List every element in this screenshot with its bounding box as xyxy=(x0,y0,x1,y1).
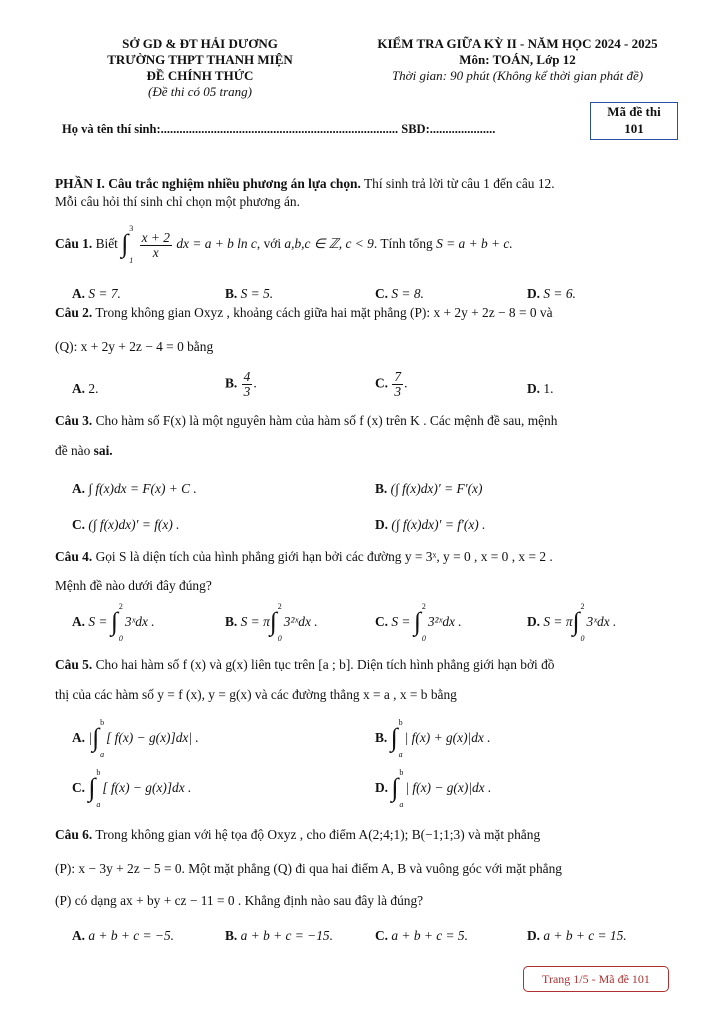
part-instruction xyxy=(55,175,671,193)
question-5-line2: thị của các hàm số y = f (x), y = g(x) và các đường thẳng x = a , x = b bằng xyxy=(55,687,457,702)
q6-line1: Trong không gian với hệ tọa độ Oxyz , cho điểm A(2;4;1); B(−1;1;3) và mặt phẳng xyxy=(92,827,541,842)
exam-code-value: 101 xyxy=(624,121,644,136)
question-4 xyxy=(55,548,671,566)
question-2 xyxy=(55,304,671,322)
option-d[interactable]: D. (∫ f(x)dx)′ = f′(x) . xyxy=(375,517,486,532)
option-b[interactable]: B. S = π ∫ 2 0 3²ˣdx . xyxy=(225,602,318,643)
part-title: PHẦN I. Câu trắc nghiệm nhiều phương án lựa chọn. xyxy=(55,176,361,191)
q5-line1: Cho hai hàm số f (x) và g(x) liên tục trên [a ; b]. Diện tích hình phẳng giới hạn bởi đồ xyxy=(92,657,555,672)
fraction-numerator: x + 2 xyxy=(141,229,170,245)
question-2-line2: (Q): x + 2y + 2z − 4 = 0 bằng xyxy=(55,339,214,354)
department-name: SỞ GD & ĐT HẢI DƯƠNG xyxy=(122,36,278,51)
question-3 xyxy=(55,412,671,430)
part-instruction-a: Thí sinh trả lời từ câu 1 đến câu 12. xyxy=(360,176,555,191)
exam-time: Thời gian: 90 phút (Không kể thời gian phát đề) xyxy=(391,68,644,83)
option-b[interactable]: B. ∫ b a | f(x) + g(x)|dx . xyxy=(375,718,491,759)
question-label: Câu 4. xyxy=(55,549,93,564)
question-label: Câu 2. xyxy=(55,305,93,320)
exam-code-box xyxy=(590,102,678,140)
q1-sum: S = a + b + c. xyxy=(436,236,513,252)
school-header xyxy=(95,36,305,100)
exam-code-label: Mã đề thi xyxy=(607,104,661,119)
integral-upper: 3 xyxy=(129,224,134,233)
option-a[interactable]: A. | ∫ b a [ f(x) − g(x)]dx| . xyxy=(72,718,199,759)
option-b[interactable]: B. a + b + c = −15. xyxy=(225,928,333,943)
school-name: TRƯỜNG THPT THANH MIỆN xyxy=(107,52,293,67)
question-5 xyxy=(55,656,671,674)
question-4-line2: Mệnh đề nào dưới đây đúng? xyxy=(55,578,212,593)
q2-line1: Trong không gian Oxyz , khoảng cách giữa hai mặt phẳng (P): x + 2y + 2z − 8 = 0 và xyxy=(92,305,553,320)
option-a[interactable]: A. a + b + c = −5. xyxy=(72,928,174,943)
question-label: Câu 6. xyxy=(55,827,93,842)
option-c[interactable]: C. a + b + c = 5. xyxy=(375,928,468,943)
fraction xyxy=(140,231,172,260)
option-a[interactable]: A. 2. xyxy=(72,381,99,396)
q4-line1: Gọi S là diện tích của hình phẳng giới hạn bởi các đường y = 3ˣ, y = 0 , x = 0 , x = 2 . xyxy=(92,549,553,564)
option-a[interactable]: A. ∫ f(x)dx = F(x) + C . xyxy=(72,481,197,496)
option-c[interactable]: C. (∫ f(x)dx)′ = f(x) . xyxy=(72,517,180,532)
option-a[interactable]: A. S = ∫ 2 0 3ˣdx . xyxy=(72,602,155,643)
option-d[interactable]: D. 1. xyxy=(527,381,554,396)
question-label: Câu 1. xyxy=(55,236,93,252)
part-instruction-b: Mỗi câu hỏi thí sinh chỉ chọn một phương án. xyxy=(55,194,300,209)
option-b[interactable]: B. S = 5. xyxy=(225,286,274,301)
question-6-line2: (P): x − 3y + 2z − 5 = 0. Một mặt phẳng (Q) đi qua hai điểm A, B và vuông góc với mặt phẳng xyxy=(55,861,563,876)
official-label: ĐỀ CHÍNH THỨC xyxy=(146,68,254,83)
question-3-line2: đề nào sai. xyxy=(55,443,113,458)
exam-header xyxy=(345,36,690,84)
page-count-note: (Đề thi có 05 trang) xyxy=(148,84,252,99)
option-d[interactable]: D. S = π ∫ 2 0 3ˣdx . xyxy=(527,602,617,643)
q1-text-a: Biết xyxy=(92,236,122,252)
question-6-line3: (P) có dạng ax + by + cz − 11 = 0 . Khẳng định nào sau đây là đúng? xyxy=(55,893,424,908)
exam-subject: Môn: TOÁN, Lớp 12 xyxy=(459,52,576,67)
fraction-denominator: x xyxy=(152,244,159,260)
option-c[interactable]: C. ∫ b a [ f(x) − g(x)]dx . xyxy=(72,768,192,809)
q1-text-c: , với xyxy=(256,236,285,252)
option-c[interactable]: C. S = 8. xyxy=(375,286,424,301)
option-d[interactable]: D. S = 6. xyxy=(527,286,576,301)
option-c[interactable]: C. $\frac{7}{3}$ . xyxy=(375,369,408,399)
question-label: Câu 5. xyxy=(55,657,93,672)
option-a[interactable]: A. S = 7. xyxy=(72,286,121,301)
option-d[interactable]: D. ∫ b a | f(x) − g(x)|dx . xyxy=(375,768,492,809)
option-c[interactable]: C. S = ∫ 2 0 3²ˣdx . xyxy=(375,602,462,643)
q1-expression: dx = a + b ln c xyxy=(176,236,257,252)
student-info-line: Họ và tên thí sinh:............................................................................ SBD:..................... xyxy=(62,122,496,136)
question-1 xyxy=(55,224,671,272)
integral-lower: 1 xyxy=(129,256,134,265)
keyword-false: sai. xyxy=(93,443,113,458)
option-b[interactable]: B. $\frac{4}{3}$ . xyxy=(225,369,257,399)
option-b[interactable]: B. (∫ f(x)dx)′ = F′(x) xyxy=(375,481,483,496)
question-6 xyxy=(55,826,671,844)
question-label: Câu 3. xyxy=(55,413,93,428)
q1-condition: a,b,c ∈ ℤ, c < 9 xyxy=(284,236,374,252)
q1-text-e: . Tính tổng xyxy=(373,236,437,252)
integral-sign: ∫ 3 1 xyxy=(121,224,134,265)
exam-title: KIỂM TRA GIỮA KỲ II - NĂM HỌC 2024 - 2025 xyxy=(377,36,658,51)
q3-line1: Cho hàm số F(x) là một nguyên hàm của hàm số f (x) trên K . Các mệnh đề sau, mệnh xyxy=(92,413,558,428)
page-footer: Trang 1/5 - Mã đề 101 xyxy=(523,966,669,992)
option-d[interactable]: D. a + b + c = 15. xyxy=(527,928,627,943)
